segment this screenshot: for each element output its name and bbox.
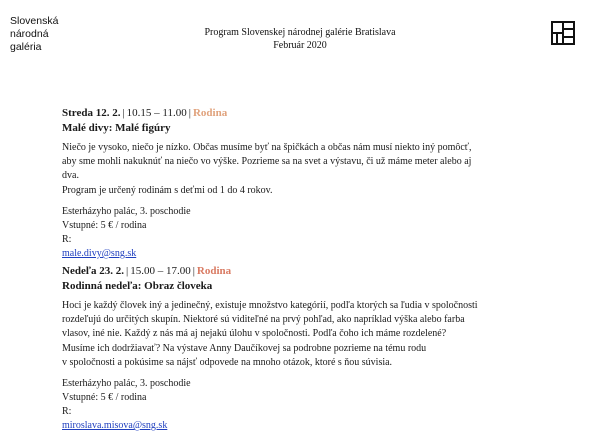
program-title: Program Slovenskej národnej galérie Bratislava bbox=[204, 27, 396, 38]
event-datetime: Nedeľa 23. 2. | 15.00 – 17.00 | Rodina bbox=[62, 265, 232, 277]
description-line: aby sme mohli nakuknúť na niečo vo výške. Pozrieme sa na svet a výstavu, či už máme meter alebo aj bbox=[62, 156, 472, 168]
event-place: Esterházyho palác, 3. poschodie bbox=[62, 378, 191, 390]
event-title: Rodinná nedeľa: Obraz človeka bbox=[62, 280, 213, 292]
description-line: Musíme ich dodržiavať? Na výstave Anny Daučíkovej sa podrobne pozrieme na tému rodu bbox=[62, 342, 427, 354]
description-line: Niečo je vysoko, niečo je nízko. Občas musíme byť na špičkách a občas nám musí niekto iný pomôcť, bbox=[62, 142, 472, 153]
event-contact-row bbox=[62, 233, 562, 261]
event-title: Malé divy: Malé figúry bbox=[62, 122, 171, 134]
description-line: rozdeľujú do určitých skupín. Niektoré sú viditeľné na prvý pohľad, ako napríklad výška alebo farba bbox=[62, 314, 465, 326]
logo-line: národná bbox=[10, 28, 49, 40]
event-date: Streda 12. 2. bbox=[62, 107, 121, 119]
description-line: Program je určený rodinám s deťmi od 1 do 4 rokov. bbox=[62, 184, 273, 196]
logo-line: Slovenská bbox=[10, 15, 59, 27]
event-time: 10.15 – 11.00 bbox=[126, 107, 187, 119]
event-contact-row bbox=[62, 405, 562, 433]
description-line: dva. bbox=[62, 170, 79, 182]
description-line: Hoci je každý človek iný a jedinečný, existuje množstvo kategórií, podľa ktorých sa ľudia v spoločnosti bbox=[62, 300, 478, 311]
event-description bbox=[62, 299, 562, 370]
description-line: vlasov, iné nie. Každý z nás má aj nejakú úlohu v spoločnosti. Podľa čoho ich máme rozdelené? bbox=[62, 328, 447, 340]
logo-line: galéria bbox=[10, 41, 42, 53]
description-line: v spoločnosti a pokúsime sa nájsť odpovede na mnoho otázok, ktoré s ňou súvisia. bbox=[62, 356, 393, 368]
contact-prefix: R: bbox=[62, 406, 72, 418]
event-category: Rodina bbox=[196, 265, 232, 277]
event-info bbox=[62, 377, 562, 433]
event-date: Nedeľa 23. 2. bbox=[62, 265, 124, 277]
event-time: 15.00 – 17.00 bbox=[130, 265, 191, 277]
event-category: Rodina bbox=[192, 107, 228, 119]
event-fee: Vstupné: 5 € / rodina bbox=[62, 392, 147, 404]
contact-prefix: R: bbox=[62, 233, 72, 245]
contact-email-link[interactable]: miroslava.misova@sng.sk bbox=[62, 420, 168, 432]
sng-logo-mark-icon bbox=[551, 21, 575, 45]
event-block bbox=[62, 264, 562, 433]
event-place: Esterházyho palác, 3. poschodie bbox=[62, 205, 191, 217]
program-month: Február 2020 bbox=[273, 40, 327, 51]
page-header bbox=[0, 26, 600, 52]
event-datetime: Streda 12. 2. | 10.15 – 11.00 | Rodina bbox=[62, 107, 228, 119]
event-block bbox=[62, 106, 562, 261]
event-fee: Vstupné: 5 € / rodina bbox=[62, 219, 147, 231]
contact-email-link[interactable]: male.divy@sng.sk bbox=[62, 247, 137, 259]
event-info bbox=[62, 205, 562, 261]
event-description bbox=[62, 141, 562, 198]
